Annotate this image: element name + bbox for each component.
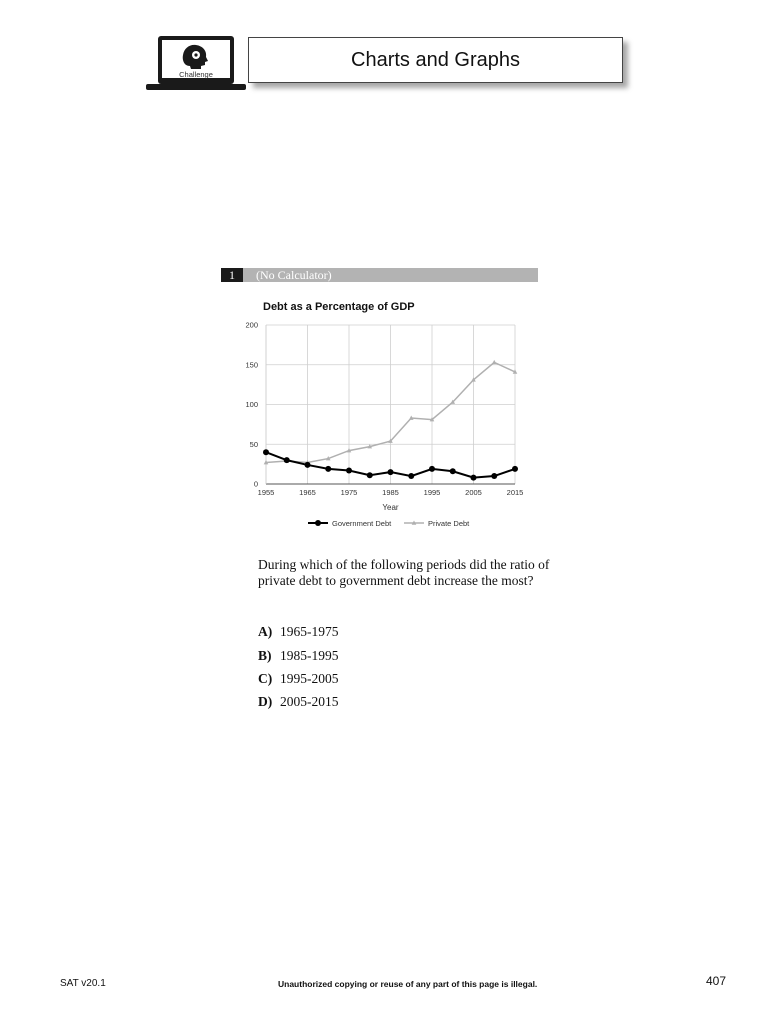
choice-c[interactable] [258, 671, 339, 687]
x-tick-label: 1975 [340, 488, 358, 497]
question-text: During which of the following periods did the ratio of private debt to government debt increase the most? [258, 557, 550, 588]
government-debt-point [450, 468, 456, 474]
x-tick-label: 1965 [299, 488, 316, 497]
x-tick-label: 2005 [465, 488, 482, 497]
footer-copyright: Unauthorized copying or reuse of any part of this page is illegal. [278, 979, 538, 989]
choice-letter: A) [258, 624, 273, 639]
government-debt-point [429, 466, 435, 472]
y-tick-label: 100 [245, 400, 258, 409]
government-debt-point [408, 473, 414, 479]
y-tick-label: 150 [245, 360, 258, 370]
government-debt-point [263, 449, 269, 455]
choice-d[interactable] [258, 694, 339, 710]
page-number: 407 [706, 974, 727, 988]
government-debt-point [284, 457, 290, 463]
x-tick-label: 1985 [382, 488, 399, 497]
question-number: 1 [221, 268, 243, 282]
challenge-label: Challenge [179, 70, 213, 79]
question-header-bar [221, 268, 538, 282]
government-debt-point [512, 466, 518, 472]
y-tick-label: 200 [245, 320, 258, 330]
challenge-laptop-icon [146, 36, 246, 92]
choice-text: 1965-1975 [280, 624, 339, 639]
x-axis-label: Year [382, 503, 399, 512]
government-debt-point [471, 475, 477, 481]
legend-government-marker [315, 520, 321, 526]
y-tick-label: 50 [249, 439, 258, 449]
page-title-text: Charts and Graphs [351, 48, 520, 71]
choice-letter: D) [258, 694, 273, 709]
government-debt-point [305, 462, 311, 468]
government-debt-point [388, 469, 394, 475]
x-tick-label: 1995 [423, 488, 441, 497]
legend-government-label: Government Debt [332, 519, 392, 528]
choice-text: 1985-1995 [280, 648, 339, 663]
choice-b[interactable] [258, 648, 339, 664]
debt-line-chart [236, 296, 536, 536]
x-tick-label: 1955 [257, 488, 275, 497]
government-debt-point [367, 472, 373, 478]
government-debt-point [325, 466, 331, 472]
private-debt-point [492, 360, 497, 364]
choice-text: 1995-2005 [280, 671, 339, 686]
y-tick-label: 0 [253, 479, 258, 489]
government-debt-point [491, 473, 497, 479]
choice-a[interactable] [258, 624, 339, 640]
government-debt-point [346, 467, 352, 473]
choice-letter: C) [258, 671, 273, 686]
chart-title: Debt as a Percentage of GDP [263, 301, 415, 313]
legend-private-label: Private Debt [428, 519, 470, 528]
question-note: (No Calculator) [256, 268, 332, 282]
page-title [248, 37, 623, 83]
choice-text: 2005-2015 [280, 694, 339, 709]
choice-letter: B) [258, 648, 272, 663]
x-tick-label: 2015 [506, 488, 524, 497]
footer-version: SAT v20.1 [60, 978, 106, 989]
